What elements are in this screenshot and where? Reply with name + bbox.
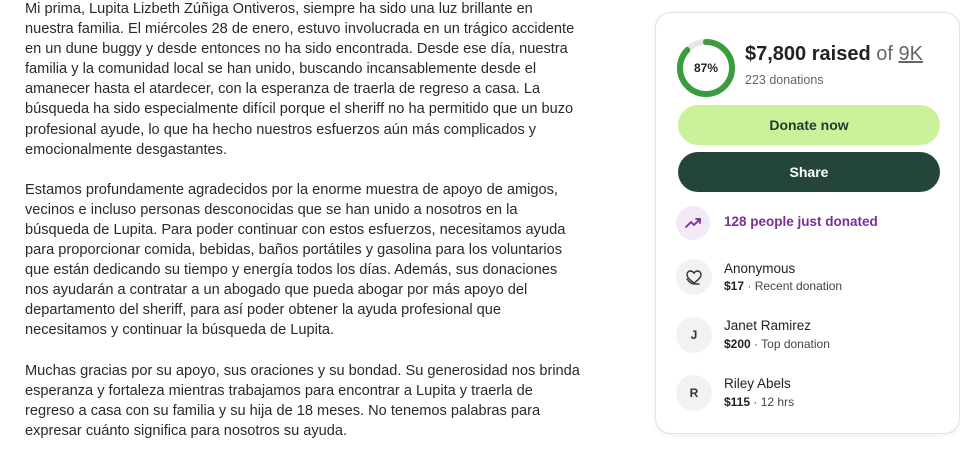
donor-name: Anonymous (724, 261, 796, 276)
recent-donations-link[interactable]: 128 people just donated (724, 214, 878, 229)
donor-note: Recent donation (754, 279, 843, 293)
donor-name: Riley Abels (724, 376, 791, 391)
trending-up-icon (676, 206, 710, 240)
story-paragraph: Estamos profundamente agradecidos por la enorme muestra de apoyo de amigos, vecinos e incluso personas desconocidas que se han unido a nosotros en la búsqueda de Lupita. Para poder continuar con estos esfuerzos, necesitamos ayuda para proporcionar comida, bebidas, baños portátiles y gasolina para los voluntarios que están dedicando su tiempo y energía todos los días. Además, sus donaciones nos ayudarán a contratar a un abogado que pueda abogar por más apoyo del departamento del sheriff, para así poder obtener la ayuda profesional que necesitamos y continuar la búsqueda de Lupita. (25, 181, 566, 339)
donor-amount: $200 (724, 337, 751, 351)
raised-amount: $7,800 raised (745, 43, 871, 65)
avatar: R (676, 375, 712, 411)
donor-amount: $17 (724, 279, 745, 293)
story-paragraph: Mi prima, Lupita Lizbeth Zúñiga Ontiveros, siempre ha sido una luz brillante en nuestra familia. El miércoles 28 de enero, estuvo involucrada en un trágico accidente en un dune buggy y desde entonces no ha sido encontrada. Desde ese día, nuestra familia y la comunidad local se han unido, buscando incansablemente desde el amanecer hasta el atardecer, con la esperanza de traerla de regreso a casa. La búsqueda ha sido especialmente difícil porque el sheriff no ha permitido que un buzo profesional ayude, lo que ha hecho nuestros esfuerzos aún más complicados y emocionalmente desgastantes. (25, 1, 575, 158)
donor-amount: $115 (724, 395, 751, 409)
progress-percent: 87% (693, 61, 719, 75)
of-word: of (876, 43, 893, 65)
share-button[interactable]: Share (678, 152, 940, 192)
donation-card (655, 12, 960, 434)
donor-meta: $17 · Recent donation (724, 279, 843, 293)
donate-now-button[interactable]: Donate now (678, 105, 940, 145)
donor-note: Top donation (761, 337, 830, 351)
donations-count: 223 donations (745, 73, 824, 87)
donor-name: Janet Ramirez (724, 318, 812, 333)
donor-meta: $115 · 12 hrs (724, 395, 795, 409)
story-text (25, 0, 580, 461)
goal-link[interactable]: 9K (898, 43, 923, 65)
donor-note: 12 hrs (760, 395, 795, 409)
avatar: J (676, 317, 712, 353)
heart-hands-icon (676, 259, 712, 295)
story-paragraph: Muchas gracias por su apoyo, sus oraciones y su bondad. Su generosidad nos brinda esperanza y fortaleza mientras trabajamos para encontrar a Lupita y traerla de regreso a casa con su familia y su hija de 18 meses. No tenemos palabras para expresar cuánto significa para nosotros su ayuda. (25, 362, 580, 439)
amount-raised (745, 43, 923, 66)
donor-meta: $200 · Top donation (724, 337, 830, 351)
